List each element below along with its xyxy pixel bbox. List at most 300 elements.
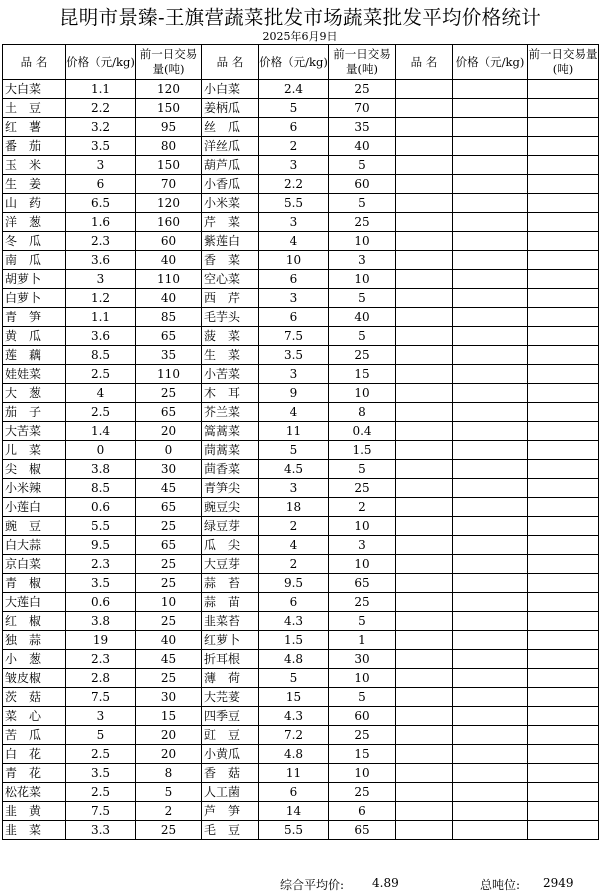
price-cell: 11 [259,422,329,441]
empty-price-cell [453,726,528,745]
price-table [2,44,599,840]
volume-cell: 110 [136,270,202,289]
price-cell: 3.5 [66,764,136,783]
empty-price-cell [453,346,528,365]
vegetable-name: 白 花 [3,745,66,764]
table-row [3,99,599,118]
volume-cell: 45 [136,650,202,669]
price-cell: 2.5 [66,403,136,422]
vegetable-name: 生 菜 [202,346,259,365]
empty-volume-cell [528,251,599,270]
price-cell: 2.5 [66,365,136,384]
empty-price-cell [453,574,528,593]
price-cell: 3 [66,156,136,175]
empty-name-cell [396,251,453,270]
volume-cell: 60 [136,232,202,251]
volume-cell: 10 [136,593,202,612]
volume-cell: 5 [329,289,396,308]
volume-cell: 25 [329,593,396,612]
empty-price-cell [453,517,528,536]
vegetable-name: 蒜 苔 [202,574,259,593]
price-cell: 3.8 [66,612,136,631]
vegetable-name: 青 椒 [3,574,66,593]
empty-volume-cell [528,726,599,745]
empty-name-cell [396,555,453,574]
empty-name-cell [396,479,453,498]
volume-cell: 85 [136,308,202,327]
vegetable-name: 豌 豆 [3,517,66,536]
vegetable-name: 韭菜苔 [202,612,259,631]
volume-cell: 2 [136,802,202,821]
table-row [3,498,599,517]
empty-name-cell [396,175,453,194]
price-cell: 1.1 [66,80,136,99]
table-row [3,403,599,422]
empty-volume-cell [528,479,599,498]
summary-footer [0,876,600,892]
volume-cell: 25 [136,517,202,536]
vegetable-name: 冬 瓜 [3,232,66,251]
volume-cell: 10 [329,232,396,251]
volume-cell: 30 [329,650,396,669]
empty-name-cell [396,99,453,118]
empty-volume-cell [528,612,599,631]
empty-volume-cell [528,99,599,118]
price-cell: 9.5 [259,574,329,593]
price-cell: 7.5 [66,802,136,821]
volume-cell: 40 [329,137,396,156]
vegetable-name: 大白菜 [3,80,66,99]
empty-price-cell [453,650,528,669]
vegetable-name: 茨 菇 [3,688,66,707]
empty-price-cell [453,251,528,270]
price-cell: 3 [66,707,136,726]
empty-volume-cell [528,745,599,764]
empty-volume-cell [528,498,599,517]
volume-cell: 65 [136,403,202,422]
volume-cell: 20 [136,422,202,441]
empty-volume-cell [528,517,599,536]
empty-volume-cell [528,631,599,650]
empty-name-cell [396,517,453,536]
vegetable-name: 折耳根 [202,650,259,669]
price-cell: 2.3 [66,232,136,251]
empty-name-cell [396,574,453,593]
volume-cell: 10 [329,517,396,536]
volume-cell: 150 [136,99,202,118]
table-row [3,479,599,498]
vegetable-name: 洋丝瓜 [202,137,259,156]
price-cell: 0.6 [66,498,136,517]
empty-volume-cell [528,80,599,99]
vegetable-name: 生 姜 [3,175,66,194]
volume-cell: 10 [329,669,396,688]
header-name-3: 品 名 [396,45,453,80]
table-row [3,555,599,574]
price-cell: 9 [259,384,329,403]
volume-cell: 25 [329,213,396,232]
empty-name-cell [396,156,453,175]
average-price-label: 综合平均价: [280,878,345,892]
price-cell: 1.4 [66,422,136,441]
vegetable-name: 韭 菜 [3,821,66,840]
table-row [3,441,599,460]
table-row [3,232,599,251]
empty-name-cell [396,270,453,289]
volume-cell: 0.4 [329,422,396,441]
vegetable-name: 茴香菜 [202,460,259,479]
vegetable-name: 菜 心 [3,707,66,726]
vegetable-name: 韭 黄 [3,802,66,821]
price-cell: 1.6 [66,213,136,232]
empty-name-cell [396,631,453,650]
report-title: 昆明市景臻-王旗营蔬菜批发市场蔬菜批发平均价格统计 [58,6,542,29]
volume-cell: 60 [329,707,396,726]
price-cell: 6.5 [66,194,136,213]
volume-cell: 95 [136,118,202,137]
empty-volume-cell [528,118,599,137]
volume-cell: 25 [136,574,202,593]
empty-name-cell [396,289,453,308]
table-row [3,289,599,308]
vegetable-name: 四季豆 [202,707,259,726]
vegetable-name: 芦 笋 [202,802,259,821]
price-cell: 11 [259,764,329,783]
vegetable-name: 香 菇 [202,764,259,783]
empty-volume-cell [528,194,599,213]
volume-cell: 2 [329,498,396,517]
empty-volume-cell [528,821,599,840]
price-cell: 0.6 [66,593,136,612]
vegetable-name: 茄 子 [3,403,66,422]
vegetable-name: 独 蒜 [3,631,66,650]
price-cell: 15 [259,688,329,707]
table-row [3,251,599,270]
empty-name-cell [396,745,453,764]
price-cell: 4.5 [259,460,329,479]
vegetable-name: 薄 荷 [202,669,259,688]
volume-cell: 70 [329,99,396,118]
price-cell: 5 [66,726,136,745]
empty-volume-cell [528,650,599,669]
average-price-value: 4.89 [372,876,399,890]
empty-price-cell [453,175,528,194]
table-row [3,137,599,156]
price-cell: 0 [66,441,136,460]
vegetable-name: 小米菜 [202,194,259,213]
price-cell: 6 [66,175,136,194]
vegetable-name: 洋 葱 [3,213,66,232]
table-row [3,536,599,555]
table-row [3,821,599,840]
price-cell: 5.5 [66,517,136,536]
volume-cell: 0 [136,441,202,460]
empty-price-cell [453,194,528,213]
vegetable-name: 胡萝卜 [3,270,66,289]
table-row [3,802,599,821]
empty-name-cell [396,232,453,251]
empty-name-cell [396,669,453,688]
volume-cell: 25 [136,384,202,403]
volume-cell: 15 [329,365,396,384]
price-cell: 5 [259,99,329,118]
empty-price-cell [453,327,528,346]
vegetable-name: 小 葱 [3,650,66,669]
table-row [3,327,599,346]
vegetable-name: 小苦菜 [202,365,259,384]
empty-price-cell [453,403,528,422]
volume-cell: 25 [329,80,396,99]
price-cell: 4.3 [259,612,329,631]
volume-cell: 160 [136,213,202,232]
price-cell: 3 [259,213,329,232]
price-cell: 8.5 [66,479,136,498]
empty-volume-cell [528,574,599,593]
volume-cell: 65 [329,821,396,840]
price-cell: 3.6 [66,327,136,346]
price-cell: 7.5 [259,327,329,346]
volume-cell: 120 [136,194,202,213]
empty-price-cell [453,745,528,764]
vegetable-name: 西 芹 [202,289,259,308]
vegetable-name: 娃娃菜 [3,365,66,384]
empty-volume-cell [528,232,599,251]
price-cell: 6 [259,593,329,612]
header-name-2: 品 名 [202,45,259,80]
empty-price-cell [453,821,528,840]
vegetable-name: 南 瓜 [3,251,66,270]
empty-name-cell [396,384,453,403]
empty-volume-cell [528,403,599,422]
empty-name-cell [396,783,453,802]
empty-volume-cell [528,270,599,289]
price-cell: 6 [259,783,329,802]
volume-cell: 3 [329,536,396,555]
volume-cell: 65 [136,498,202,517]
vegetable-name: 黄 瓜 [3,327,66,346]
price-cell: 3 [66,270,136,289]
empty-price-cell [453,80,528,99]
price-cell: 5 [259,441,329,460]
volume-cell: 8 [136,764,202,783]
table-row [3,270,599,289]
empty-price-cell [453,289,528,308]
vegetable-name: 芹 菜 [202,213,259,232]
volume-cell: 5 [329,156,396,175]
empty-price-cell [453,479,528,498]
empty-price-cell [453,612,528,631]
vegetable-name: 姜柄瓜 [202,99,259,118]
header-price-1: 价格（元/kg) [66,45,136,80]
empty-volume-cell [528,764,599,783]
volume-cell: 40 [136,289,202,308]
header-name-1: 品 名 [3,45,66,80]
vegetable-name: 苦 瓜 [3,726,66,745]
volume-cell: 1.5 [329,441,396,460]
table-row [3,175,599,194]
empty-volume-cell [528,327,599,346]
volume-cell: 1 [329,631,396,650]
volume-cell: 3 [329,251,396,270]
volume-cell: 25 [329,346,396,365]
vegetable-name: 红萝卜 [202,631,259,650]
volume-cell: 10 [329,555,396,574]
table-row [3,384,599,403]
price-cell: 2 [259,517,329,536]
table-row [3,80,599,99]
volume-cell: 65 [329,574,396,593]
empty-name-cell [396,650,453,669]
price-cell: 3.5 [66,137,136,156]
price-cell: 14 [259,802,329,821]
vegetable-name: 山 药 [3,194,66,213]
table-row [3,631,599,650]
price-cell: 7.5 [66,688,136,707]
table-row [3,156,599,175]
empty-volume-cell [528,802,599,821]
empty-volume-cell [528,384,599,403]
vegetable-name: 空心菜 [202,270,259,289]
empty-price-cell [453,764,528,783]
volume-cell: 25 [329,726,396,745]
empty-name-cell [396,137,453,156]
vegetable-name: 菠 菜 [202,327,259,346]
price-cell: 1.1 [66,308,136,327]
vegetable-name: 毛 豆 [202,821,259,840]
price-cell: 4.3 [259,707,329,726]
header-volume-1: 前一日交易量(吨) [136,45,202,80]
empty-name-cell [396,346,453,365]
header-volume-3: 前一日交易量(吨) [528,45,599,80]
vegetable-name: 松花菜 [3,783,66,802]
volume-cell: 8 [329,403,396,422]
price-cell: 4 [259,536,329,555]
volume-cell: 120 [136,80,202,99]
volume-cell: 30 [136,688,202,707]
empty-name-cell [396,726,453,745]
volume-cell: 60 [329,175,396,194]
price-cell: 4 [259,232,329,251]
vegetable-name: 皱皮椒 [3,669,66,688]
vegetable-name: 木 耳 [202,384,259,403]
vegetable-name: 红 椒 [3,612,66,631]
table-row [3,764,599,783]
empty-price-cell [453,555,528,574]
empty-volume-cell [528,346,599,365]
volume-cell: 25 [136,821,202,840]
empty-volume-cell [528,422,599,441]
total-tonnage-value: 2949 [543,876,574,890]
price-cell: 3.3 [66,821,136,840]
empty-name-cell [396,118,453,137]
vegetable-name: 小莲白 [3,498,66,517]
empty-name-cell [396,327,453,346]
price-cell: 3.6 [66,251,136,270]
empty-price-cell [453,783,528,802]
empty-price-cell [453,441,528,460]
empty-price-cell [453,802,528,821]
empty-price-cell [453,669,528,688]
vegetable-name: 蒜 苗 [202,593,259,612]
vegetable-name: 紫莲白 [202,232,259,251]
volume-cell: 5 [329,688,396,707]
total-tonnage-label: 总吨位: [480,878,521,892]
vegetable-name: 莲 藕 [3,346,66,365]
empty-price-cell [453,384,528,403]
empty-volume-cell [528,707,599,726]
empty-price-cell [453,593,528,612]
table-row [3,460,599,479]
empty-price-cell [453,156,528,175]
empty-name-cell [396,460,453,479]
empty-price-cell [453,536,528,555]
volume-cell: 40 [136,251,202,270]
empty-price-cell [453,270,528,289]
volume-cell: 110 [136,365,202,384]
table-row [3,308,599,327]
empty-name-cell [396,593,453,612]
empty-price-cell [453,498,528,517]
table-row [3,688,599,707]
vegetable-name: 京白菜 [3,555,66,574]
empty-price-cell [453,365,528,384]
vegetable-name: 大 葱 [3,384,66,403]
table-row [3,118,599,137]
volume-cell: 35 [136,346,202,365]
empty-name-cell [396,194,453,213]
table-row [3,612,599,631]
vegetable-name: 大芫荽 [202,688,259,707]
header-volume-2: 前一日交易量(吨) [329,45,396,80]
price-cell: 2.3 [66,650,136,669]
vegetable-name: 香 菜 [202,251,259,270]
empty-name-cell [396,707,453,726]
empty-price-cell [453,460,528,479]
volume-cell: 35 [329,118,396,137]
vegetable-name: 儿 菜 [3,441,66,460]
empty-name-cell [396,498,453,517]
vegetable-name: 小黄瓜 [202,745,259,764]
empty-volume-cell [528,669,599,688]
price-cell: 3.2 [66,118,136,137]
vegetable-name: 红 薯 [3,118,66,137]
vegetable-name: 青 笋 [3,308,66,327]
price-cell: 19 [66,631,136,650]
price-cell: 6 [259,118,329,137]
volume-cell: 65 [136,327,202,346]
volume-cell: 20 [136,726,202,745]
vegetable-name: 绿豆芽 [202,517,259,536]
empty-price-cell [453,688,528,707]
vegetable-name: 豌豆尖 [202,498,259,517]
empty-volume-cell [528,460,599,479]
vegetable-name: 毛芋头 [202,308,259,327]
price-cell: 3.5 [66,574,136,593]
vegetable-name: 人工菌 [202,783,259,802]
vegetable-name: 玉 米 [3,156,66,175]
header-price-2: 价格（元/kg) [259,45,329,80]
empty-volume-cell [528,175,599,194]
empty-name-cell [396,213,453,232]
vegetable-name: 土 豆 [3,99,66,118]
price-cell: 4.8 [259,745,329,764]
table-row [3,726,599,745]
price-cell: 2.4 [259,80,329,99]
price-cell: 4.8 [259,650,329,669]
price-cell: 2.2 [259,175,329,194]
price-cell: 4 [66,384,136,403]
price-cell: 6 [259,270,329,289]
